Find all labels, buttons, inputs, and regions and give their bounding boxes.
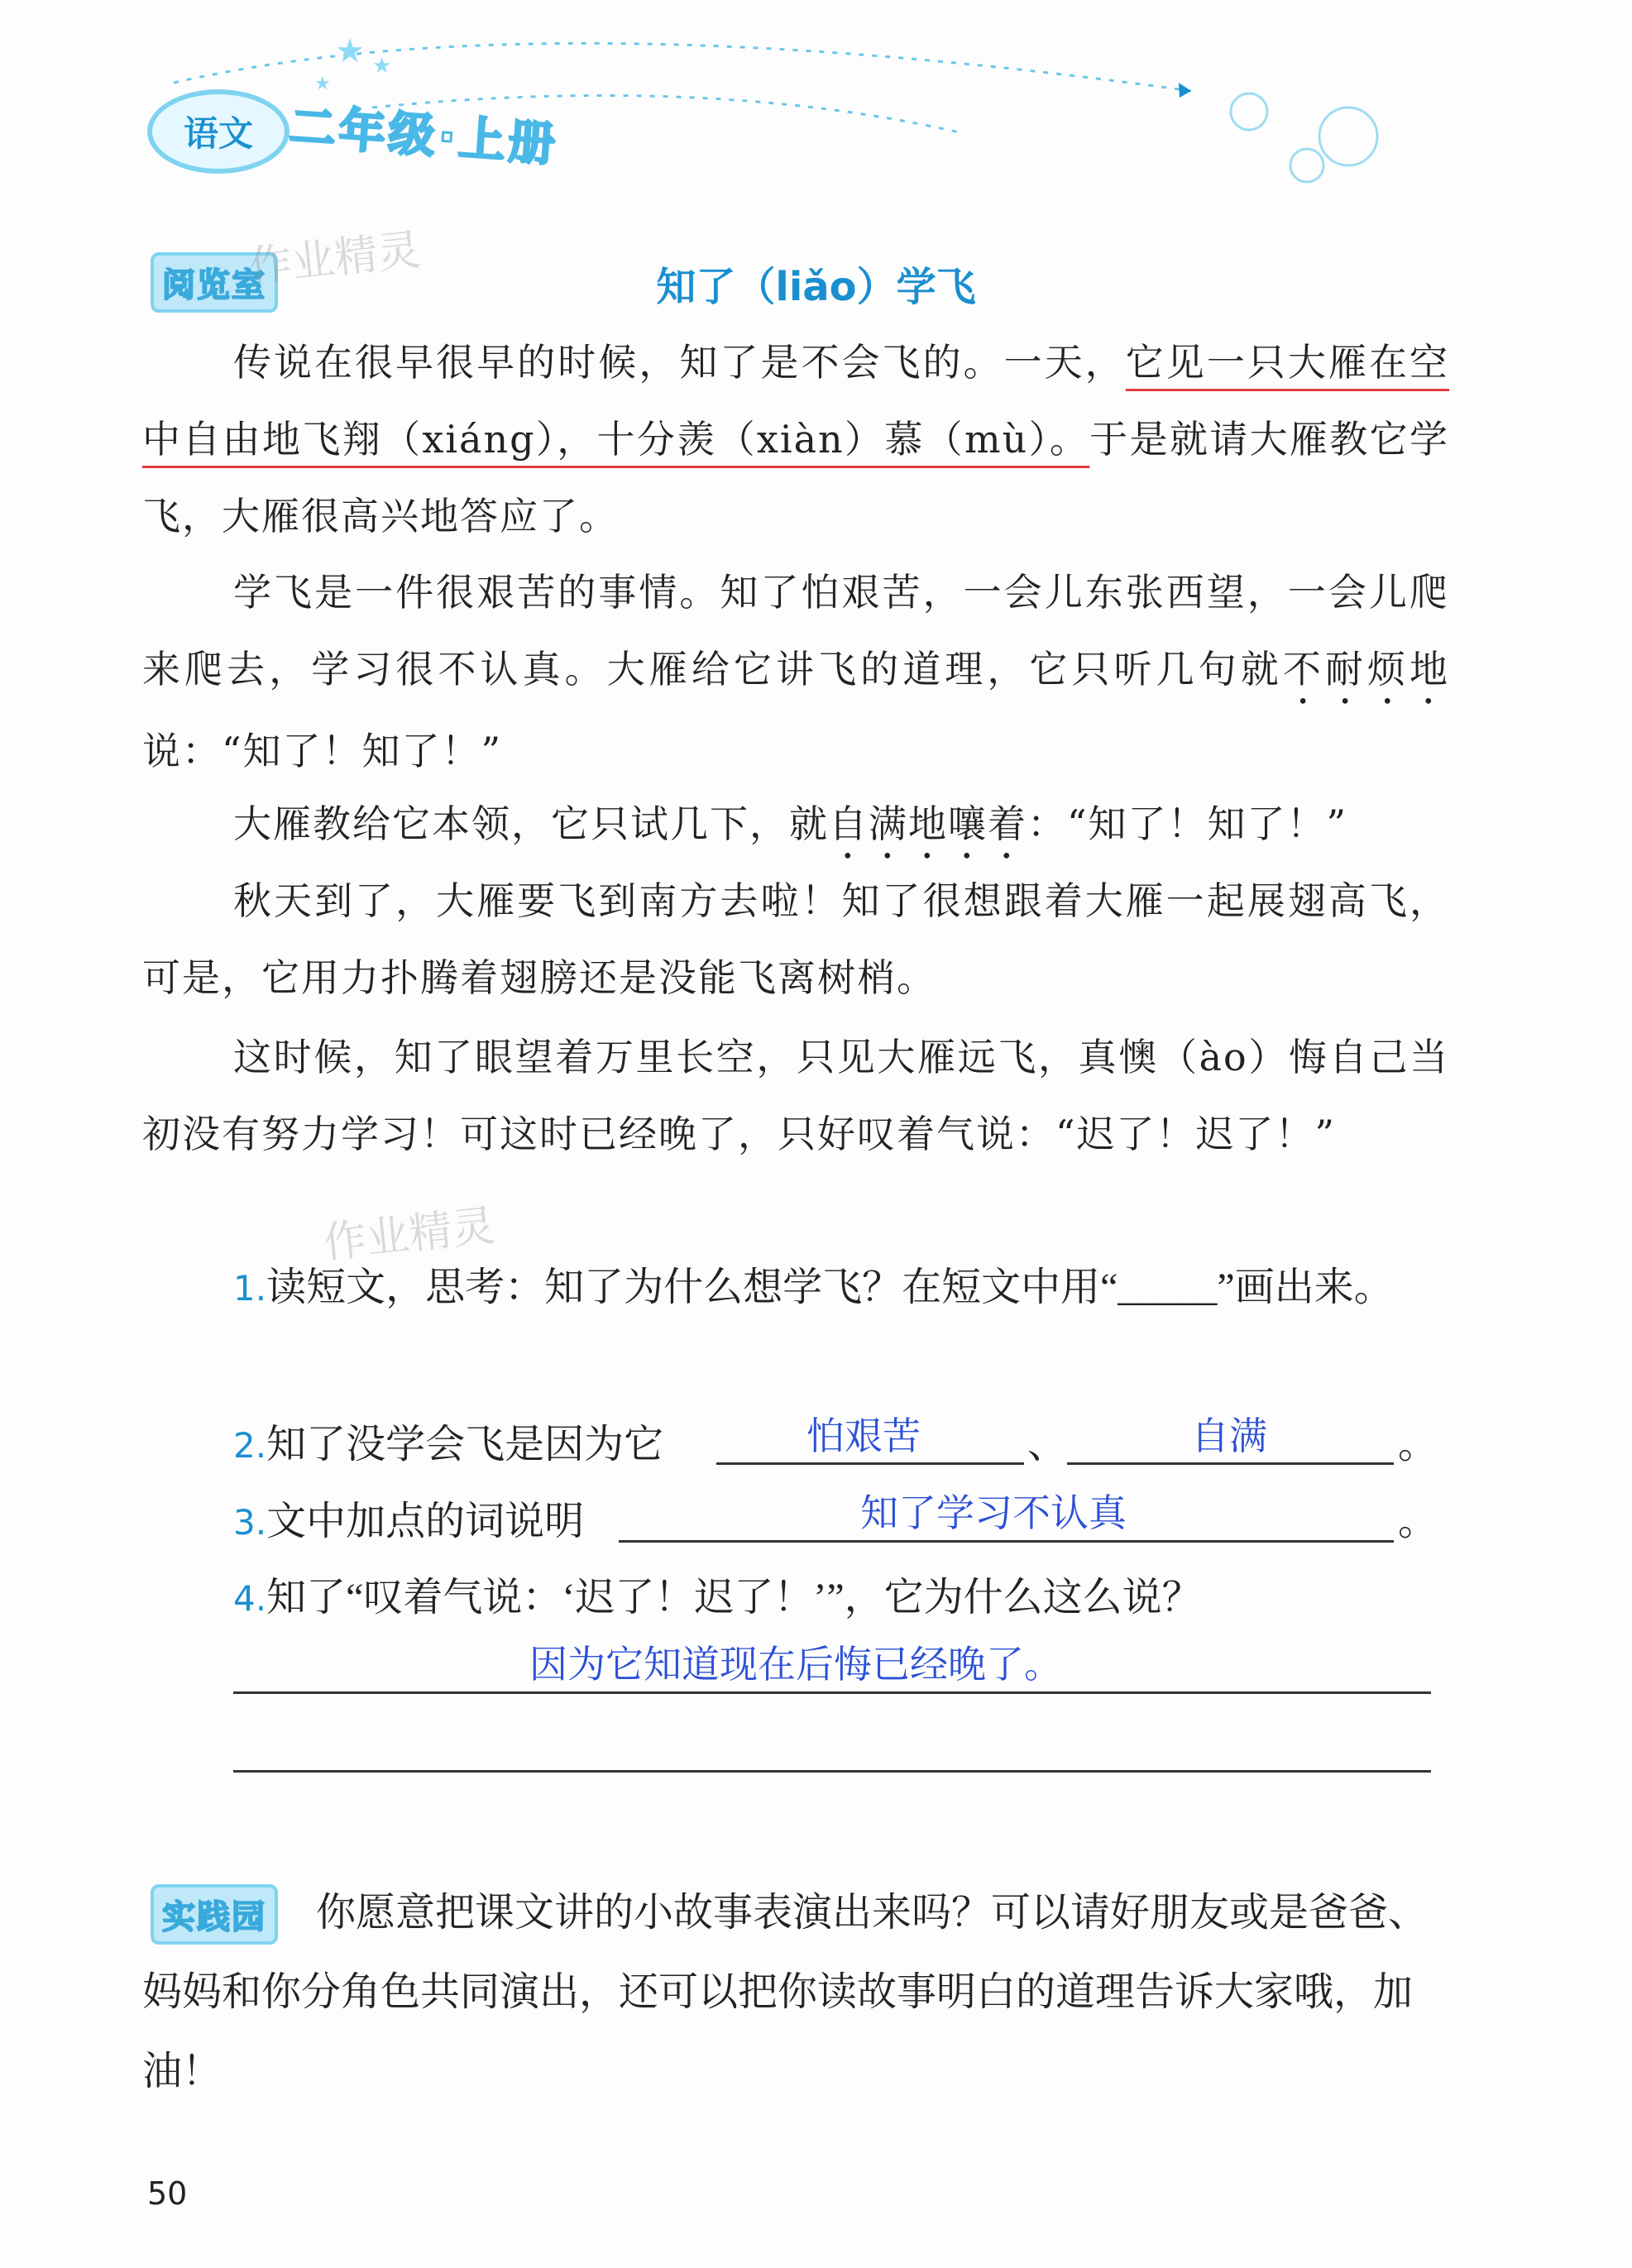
answer-blank[interactable]	[716, 1462, 1024, 1465]
question-3: 3.文中加点的词说明	[233, 1500, 585, 1543]
passage-title: 知了（liǎo）学飞	[656, 264, 976, 310]
handwritten-answer: 知了学习不认真	[860, 1490, 1127, 1535]
svg-text:★: ★	[372, 54, 392, 79]
end-mark: 。	[1398, 1500, 1438, 1543]
underlined-sentence: 它见一只大雁在空中自由地飞翔（xiáng），十分羡（xiàn）慕（mù）。	[142, 340, 1450, 462]
question-1: 1.读短文，思考：知了为什么想学飞？在短文中用“_____”画出来。	[233, 1266, 1394, 1309]
end-mark: 。	[1398, 1423, 1438, 1467]
reading-section-tag: 阅览室	[151, 252, 278, 313]
handwritten-answer: 因为它知道现在后悔已经晚了。	[529, 1642, 1062, 1687]
grade-label: 二年级·上册	[287, 99, 560, 173]
page-number: 50	[147, 2175, 188, 2212]
passage-paragraph-3: 大雁教给它本领，它只试几下，就自满地嚷着：“知了！知了！”	[233, 801, 1348, 846]
svg-text:★: ★	[314, 74, 331, 94]
question-2: 2.知了没学会飞是因为它	[233, 1423, 664, 1467]
separator: 、	[1027, 1423, 1068, 1467]
passage-paragraph-1: 传说在很早很早的时候，知了是不会飞的。一天，它见一只大雁在空中自由地飞翔（xiáng），十分羡（xiàn）慕（mù）。于是就请大雁教它学飞，大雁很高兴地答应了。	[142, 340, 1450, 538]
practice-text: 你愿意把课文讲的小故事表演出来吗？可以请好朋友或是爸爸、妈妈和你分角色共同演出，还可以把你读故事明白的道理告诉大家哦，加油！	[142, 1891, 1429, 2093]
passage-paragraph-2: 学飞是一件很艰苦的事情。知了怕艰苦，一会儿东张西望，一会儿爬来爬去，学习很不认真。大雁给它讲飞的道理，它只听几句就不耐烦地说：“知了！知了！”	[142, 570, 1450, 773]
dotted-word: 不耐烦地	[1282, 647, 1450, 691]
subject-badge: 语文	[147, 89, 290, 174]
svg-text:★: ★	[335, 32, 365, 70]
answer-blank[interactable]	[619, 1540, 1394, 1543]
passage-paragraph-4: 秋天到了，大雁要飞到南方去啦！知了很想跟着大雁一起展翅高飞，可是，它用力扑腾着翅膀还是没能飞离树梢。	[142, 878, 1449, 1000]
handwritten-answer: 怕艰苦	[806, 1414, 921, 1458]
handwritten-answer: 自满	[1191, 1414, 1267, 1458]
watermark: 作业精灵	[246, 225, 424, 293]
answer-blank[interactable]	[1067, 1462, 1394, 1465]
dotted-word: 自满地嚷着	[829, 801, 1027, 846]
answer-line[interactable]	[233, 1691, 1431, 1694]
question-4: 4.知了“叹着气说：‘迟了！迟了！’”，它为什么这么说？	[233, 1576, 1202, 1620]
passage-paragraph-5: 这时候，知了眼望着万里长空，只见大雁远飞，真懊（ào）悔自己当初没有努力学习！可这时已经晚了，只好叹着气说：“迟了！迟了！”	[142, 1035, 1449, 1156]
practice-section-tag: 实践园	[151, 1884, 278, 1945]
answer-line[interactable]	[233, 1770, 1431, 1773]
watermark: 作业精灵	[321, 1201, 498, 1269]
